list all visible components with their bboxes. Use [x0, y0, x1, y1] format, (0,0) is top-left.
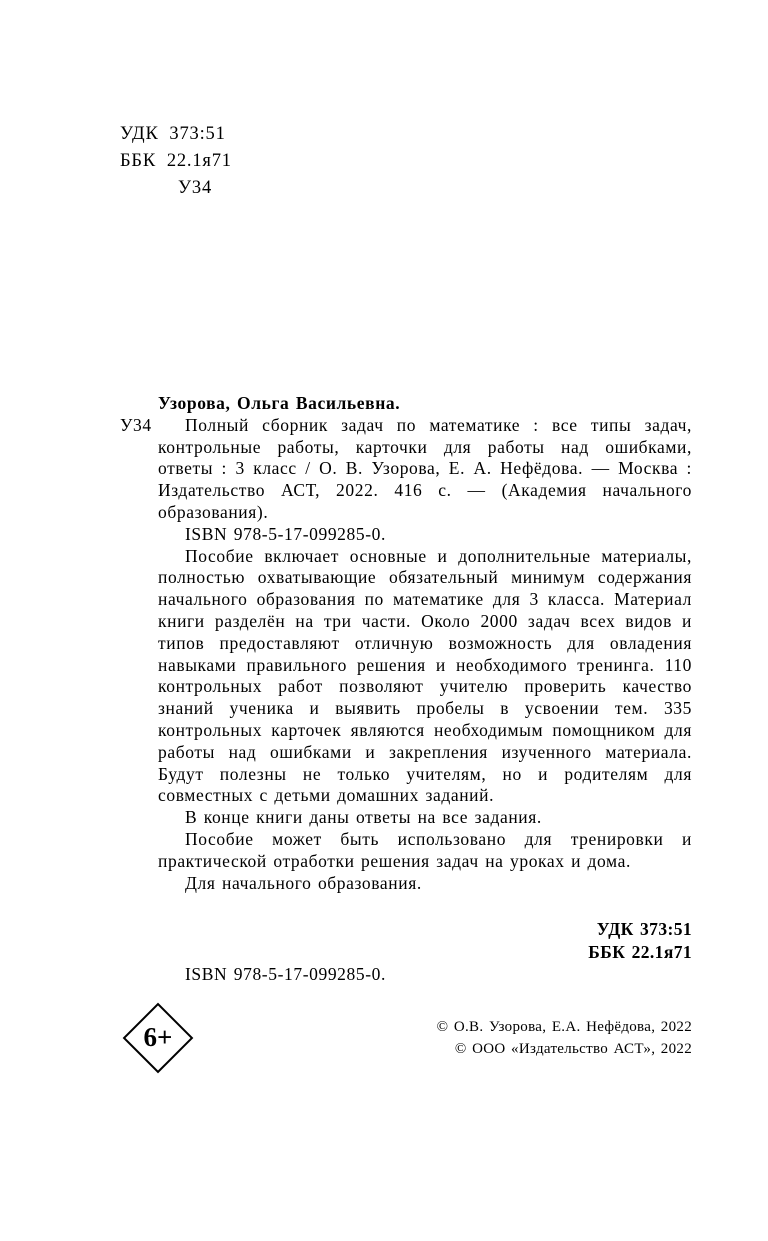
- copyright-authors: © О.В. Узорова, Е.А. Нефёдова, 2022: [436, 1018, 692, 1035]
- footer-row: [122, 1002, 692, 1074]
- classification-codes-bottom: [158, 918, 692, 964]
- bbk-code-top: ББК 22.1я71: [120, 151, 232, 171]
- bibliographic-description: Полный сборник задач по математике : все типы задач, контрольные работы, карточки для работы над ошибками, ответы : 3 класс / О. В. Узорова, Е. А. Нефёдова. — Москва : Издательство АСТ, 2022. 416 с. — (Академия начального образования).: [158, 414, 692, 522]
- author-sign-code-margin: У34: [120, 414, 152, 435]
- age-rating-badge: [122, 1002, 194, 1074]
- imprint-text-block: [120, 393, 692, 1074]
- udk-code-bottom: УДК 373:51: [596, 919, 692, 940]
- udk-code-top: УДК 373:51: [120, 124, 226, 144]
- age-rating-label: 6+: [143, 1022, 173, 1053]
- bibliographic-entry: [120, 414, 692, 524]
- annotation-paragraph-1: Пособие включает основные и дополнительные материалы, полностью охватывающие обязательный минимум содержания начального образования по математике для 3 класса. Материал книги разделён на три части. Около 2000 задач всех видов и типов предоставляют отличную возможность для овладения навыками правильного решения и необходимого тренинга. 110 контрольных работ позволяют учителю проверить качество знаний ученика и выявить пробелы в усвоении тем. 335 контрольных карточек являются необходимым помощником для работы над ошибками и закрепления изученного материала. Будут полезны не только учителям, но и родителям для совместных с детьми домашних заданий.: [158, 545, 692, 806]
- classification-codes-top: [120, 121, 232, 202]
- annotation-paragraph-2: В конце книги даны ответы на все задания.: [185, 807, 542, 828]
- author-sign-code-top: У34: [178, 178, 212, 198]
- copyright-publisher: © ООО «Издательство АСТ», 2022: [454, 1041, 692, 1058]
- annotation-paragraph-4: Для начального образования.: [185, 872, 422, 893]
- annotation-paragraph-3: Пособие может быть использовано для тренировки и практической отработки решения задач на уроках и дома.: [158, 828, 692, 871]
- isbn-line-catalog: ISBN 978-5-17-099285-0.: [185, 523, 386, 544]
- isbn-line-bottom: ISBN 978-5-17-099285-0.: [185, 964, 386, 985]
- copyright-block: [437, 1016, 692, 1061]
- bbk-code-bottom: ББК 22.1я71: [588, 942, 692, 963]
- author-heading: Узорова, Ольга Васильевна.: [158, 393, 401, 413]
